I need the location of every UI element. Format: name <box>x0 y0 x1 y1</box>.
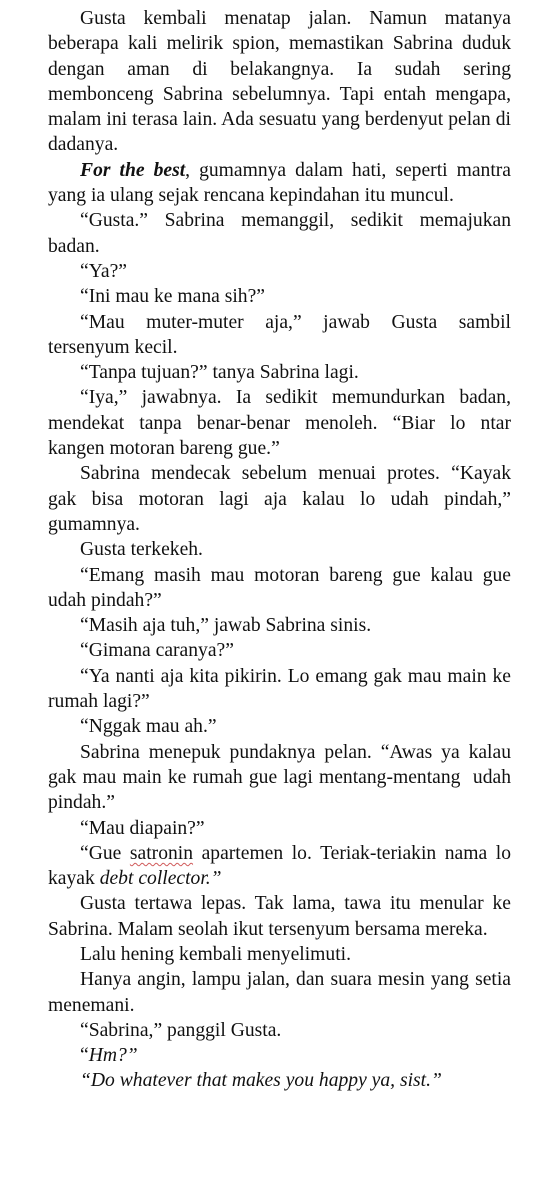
paragraph <box>48 664 516 715</box>
paragraph <box>48 259 511 284</box>
text-segment: “Do whatever that makes you happy ya, sist.” <box>80 1070 442 1092</box>
text-segment: “Gusta.” Sabrina memanggil, sedikit memajukan badan. <box>48 210 516 257</box>
paragraph <box>48 816 511 841</box>
text-segment: “Sabrina,” panggil Gusta. <box>80 1019 282 1041</box>
text-segment: Sabrina menepuk pundaknya pelan. “Awas ya kalau gak mau main ke rumah gue lagi mentang-mentang udah pindah.” <box>48 741 516 814</box>
paragraph <box>48 1043 511 1068</box>
paragraph <box>48 385 516 461</box>
paragraph <box>48 461 516 537</box>
paragraph <box>48 714 511 739</box>
text-segment: Hm?” <box>88 1045 138 1067</box>
paragraph <box>48 158 516 209</box>
text-segment: “Ya?” <box>80 260 127 282</box>
paragraph <box>48 6 516 158</box>
text-segment: “Mau diapain?” <box>80 817 205 839</box>
text-segment: “Ini mau ke mana sih?” <box>80 286 265 308</box>
paragraph <box>48 740 516 816</box>
text-segment: “Ya nanti aja kita pikirin. Lo emang gak mau main ke rumah lagi?” <box>48 665 516 713</box>
paragraph <box>48 310 516 361</box>
text-segment: Sabrina mendecak sebelum menuai protes. “Kayak gak bisa motoran lagi aja kalau lo udah pindah,” gumamnya. <box>48 463 516 535</box>
text-segment: Hanya angin, lampu jalan, dan suara mesin yang setia menemani. <box>48 969 516 1016</box>
text-segment: Gusta terkekeh. <box>80 539 203 561</box>
paragraph <box>48 967 516 1018</box>
text-segment: “Gue <box>80 842 130 864</box>
paragraph <box>48 208 516 259</box>
paragraph <box>48 360 511 385</box>
paragraph <box>48 613 511 638</box>
paragraph <box>48 841 516 892</box>
text-segment: “Mau muter-muter aja,” jawab Gusta sambil tersenyum kecil. <box>48 311 516 358</box>
text-segment: “Emang masih mau motoran bareng gue kalau gue udah pindah?” <box>48 564 516 611</box>
paragraph <box>48 891 516 942</box>
text-segment: debt collector.” <box>99 868 222 890</box>
paragraph <box>48 942 511 967</box>
text-segment: “ <box>80 1045 89 1067</box>
text-segment: “Nggak mau ah.” <box>80 716 217 738</box>
text-segment: “Tanpa tujuan?” tanya Sabrina lagi. <box>80 362 359 384</box>
paragraph <box>48 1018 511 1043</box>
paragraph <box>48 537 511 562</box>
text-segment: “Gimana caranya?” <box>80 640 234 662</box>
text-segment: Gusta kembali menatap jalan. Namun matanya beberapa kali melirik spion, memastikan Sabrina duduk dengan aman di belakangnya. Ia sudah sering membonceng Sabrina sebelumnya. Tapi entah mengapa, malam ini terasa lain. Ada sesuatu yang berdenyut pelan di dadanya. <box>48 8 516 156</box>
text-segment: Lalu hening kembali menyelimuti. <box>80 943 351 965</box>
paragraph <box>48 638 511 663</box>
paragraph <box>48 563 516 614</box>
paragraph <box>48 1068 511 1093</box>
text-segment: “Iya,” jawabnya. Ia sedikit memundurkan badan, mendekat tanpa benar-benar menoleh. “Biar lo ntar kangen motoran bareng gue.” <box>48 387 516 460</box>
text-segment: , gumamnya dalam hati, seperti mantra yang ia ulang sejak rencana kepindahan itu muncul. <box>48 159 516 207</box>
text-segment: apartemen lo. Teriak-teriakin nama lo kayak <box>48 842 516 890</box>
text-segment: “Masih aja tuh,” jawab Sabrina sinis. <box>80 615 372 637</box>
paragraph <box>48 284 511 309</box>
text-segment: For the best <box>80 159 186 181</box>
spellcheck-flagged-word: satronin <box>129 842 194 864</box>
text-segment: Gusta tertawa lepas. Tak lama, tawa itu menular ke Sabrina. Malam seolah ikut tersenyum bersama mereka. <box>48 893 516 940</box>
